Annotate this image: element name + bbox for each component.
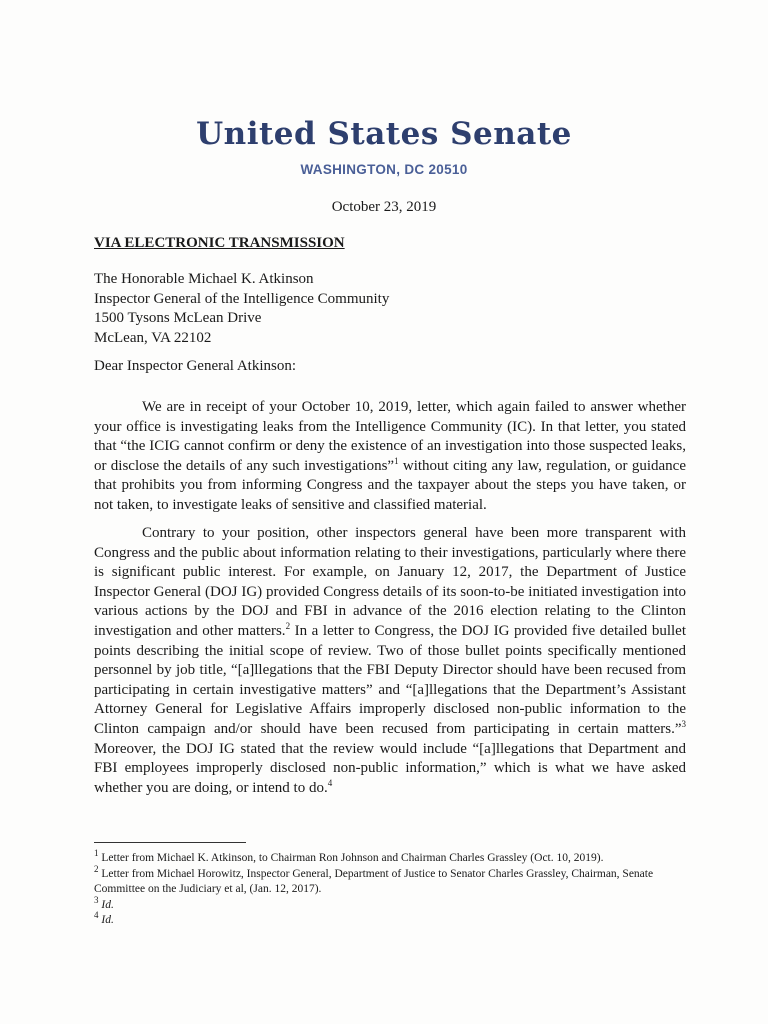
letterhead-location: WASHINGTON, DC 20510 xyxy=(300,162,468,177)
footnote-ref-2: 2 xyxy=(285,620,291,631)
footnote-4-text: Id. xyxy=(98,914,114,926)
footnote-2-text: Letter from Michael Horowitz, Inspector General, Department of Justice to Senator Charles Grassley, Chairman, Senate Committee on the Judiciary et al, (Jan. 12, 2017). xyxy=(94,867,654,895)
paragraph-1-text-b: without citing any law, regulation, or guidance that prohibits you from informing Congress and the taxpayer about the steps you have taken, or not taken, to investigate leaks of sensitive and classified material. xyxy=(94,457,686,513)
footnote-2 xyxy=(94,863,694,898)
footnotes xyxy=(94,848,694,929)
transmission-heading: VIA ELECTRONIC TRANSMISSION xyxy=(94,235,345,251)
footnote-1-number: 1 xyxy=(94,848,99,859)
paragraph-2-text-c: Moreover, the DOJ IG stated that the review would include “[a]llegations that Department and FBI employees improperly disclosed non-public information,” which is what we have asked whether you are doing, or intend to do. xyxy=(94,740,686,796)
footnote-4-number: 4 xyxy=(94,910,99,921)
footnote-ref-1: 1 xyxy=(394,455,399,466)
footnote-1 xyxy=(94,848,694,867)
paragraph-2 xyxy=(94,524,686,798)
footnote-ref-3: 3 xyxy=(681,718,686,729)
recipient-address xyxy=(94,270,389,348)
letterhead-title: United States Senate xyxy=(196,116,572,152)
salutation: Dear Inspector General Atkinson: xyxy=(94,358,297,374)
letter-date: October 23, 2019 xyxy=(331,199,437,215)
footnote-4 xyxy=(94,910,694,929)
footnote-ref-4: 4 xyxy=(327,777,333,788)
paragraph-2-text-b: In a letter to Congress, the DOJ IG provided five detailed bullet points describing the initial scope of review. Two of those bullet points specifically mentioned personnel by job title, “[a]llegations that the FBI Deputy Director should have been recused from participating in certain investigative matters” and “[a]llegations that the Department’s Assistant Attorney General for Legislative Affairs improperly disclosed non-public information to the Clinton campaign and/or should have been recused from participating in certain matters.” xyxy=(94,622,686,737)
footnote-3 xyxy=(94,894,694,914)
paragraph-1-text-a: We are in receipt of your October 10, 2019, letter, which again failed to answer whether your office is investigating leaks from the Intelligence Community (IC). In that letter, you stated that “the ICIG cannot confirm or deny the existence of an investigation into those suspected leaks, or disclose the details of any such investigations” xyxy=(94,399,686,474)
paragraph-2-text-a: Contrary to your position, other inspectors general have been more transparent with Congress and the public about information relating to their investigations, particularly where there is significant public interest. For example, on January 12, 2017, the Department of Justice Inspector General (DOJ IG) provided Congress details of its soon-to-be initiated investigation into various actions by the DOJ and FBI in advance of the 2016 election relating to the Clinton investigation and other matters. xyxy=(94,525,686,639)
recipient-name: The Honorable Michael K. Atkinson xyxy=(94,271,314,287)
footnote-2-number: 2 xyxy=(94,863,99,874)
footnote-3-text: Id. xyxy=(98,898,114,911)
footnote-divider xyxy=(94,842,246,843)
footnote-1-text: Letter from Michael K. Atkinson, to Chairman Ron Johnson and Chairman Charles Grassley (Oct. 10, 2019). xyxy=(98,852,604,864)
paragraph-1 xyxy=(94,398,686,516)
recipient-title: Inspector General of the Intelligence Community xyxy=(94,290,390,307)
footnote-3-number: 3 xyxy=(94,894,99,905)
recipient-city: McLean, VA 22102 xyxy=(94,329,212,346)
recipient-street: 1500 Tysons McLean Drive xyxy=(94,310,262,326)
